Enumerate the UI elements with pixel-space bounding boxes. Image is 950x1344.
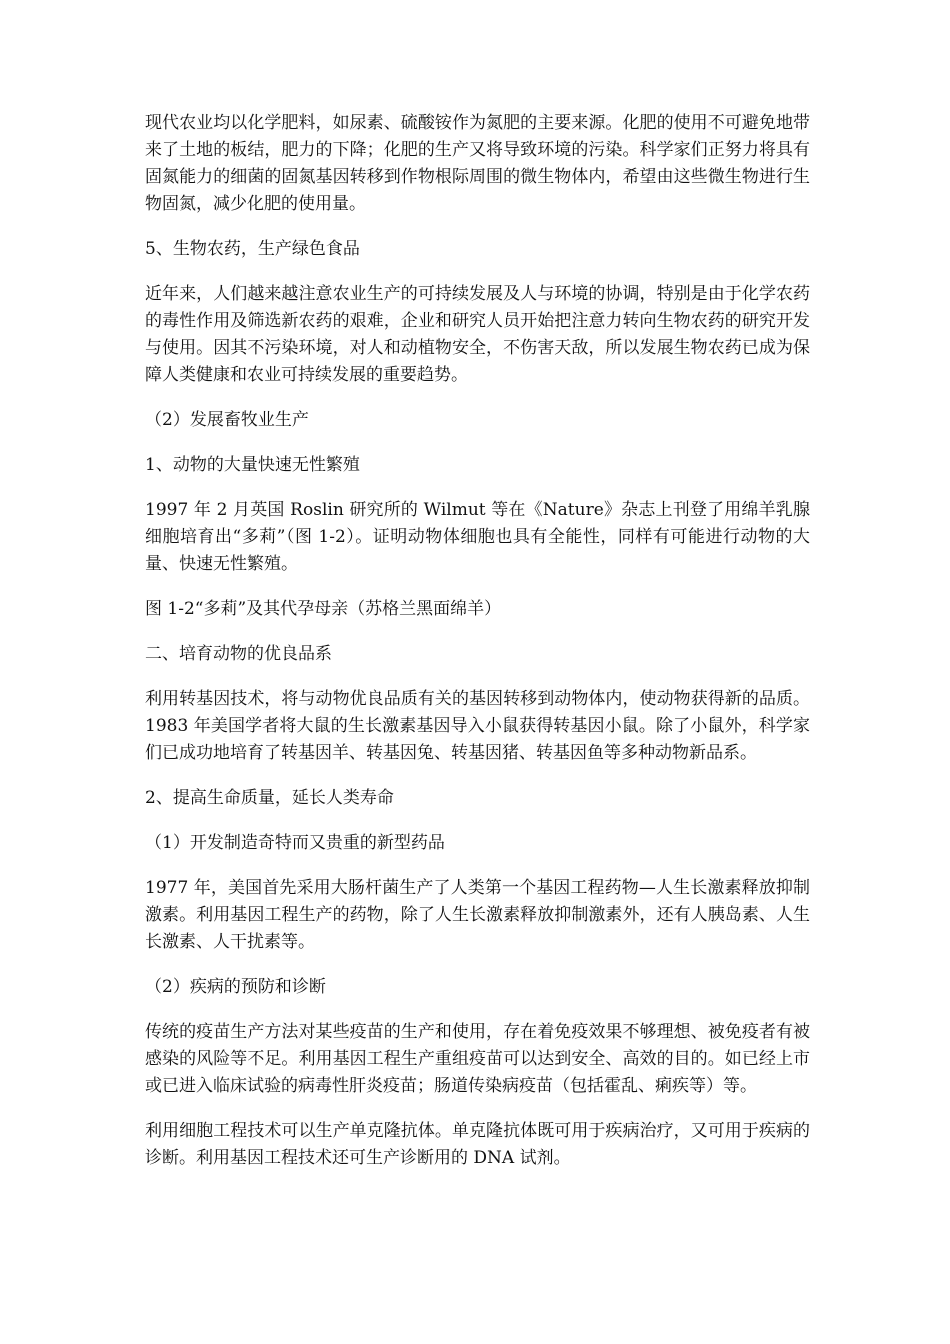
figure-caption: 图 1-2“多莉”及其代孕母亲（苏格兰黑面绵羊）: [145, 599, 502, 619]
heading-disease: （2）疾病的预防和诊断: [145, 977, 326, 997]
heading-breeds: 二、培育动物的优良品系: [145, 644, 332, 664]
heading-biopesticide: 5、生物农药，生产绿色食品: [145, 239, 360, 259]
paragraph-dolly: 1997 年 2 月英国 Roslin 研究所的 Wilmut 等在《Nature》杂志上刊登了用绵羊乳腺细胞培育出“多莉”（图 1-2）。证明动物体细胞也具有全能性，同样有可能进行动物的大量、快速无性繁殖。: [145, 500, 810, 574]
paragraph-drugs: 1977 年，美国首先采用大肠杆菌生产了人类第一个基因工程药物—人生长激素释放抑制激素。利用基因工程生产的药物，除了人生长激素释放抑制激素外，还有人胰岛素、人生长激素、人干扰素等。: [145, 878, 810, 952]
paragraph-vaccines: 传统的疫苗生产方法对某些疫苗的生产和使用，存在着免疫效果不够理想、被免疫者有被感染的风险等不足。利用基因工程生产重组疫苗可以达到安全、高效的目的。如已经上市或已进入临床试验的病毒性肝炎疫苗；肠道传染病疫苗（包括霍乱、痢疾等）等。: [145, 1022, 810, 1096]
paragraph-biopesticide: 近年来，人们越来越注意农业生产的可持续发展及人与环境的协调，特别是由于化学农药的毒性作用及筛选新农药的艰难，企业和研究人员开始把注意力转向生物农药的研究开发与使用。因其不污染环境，对人和动植物安全，不伤害天敌，所以发展生物农药已成为保障人类健康和农业可持续发展的重要趋势。: [145, 284, 810, 385]
heading-drugs: （1）开发制造奇特而又贵重的新型药品: [145, 833, 445, 853]
paragraph-transgenic: 利用转基因技术，将与动物优良品质有关的基因转移到动物体内，使动物获得新的品质。1983 年美国学者将大鼠的生长激素基因导入小鼠获得转基因小鼠。除了小鼠外，科学家们已成功地培育了转基因羊、转基因兔、转基因猪、转基因鱼等多种动物新品系。: [145, 689, 810, 763]
paragraph-antibodies: 利用细胞工程技术可以生产单克隆抗体。单克隆抗体既可用于疾病治疗，又可用于疾病的诊断。利用基因工程技术还可生产诊断用的 DNA 试剂。: [145, 1121, 810, 1168]
heading-cloning: 1、动物的大量快速无性繁殖: [145, 455, 360, 475]
paragraph-nitrogen-fixation: 现代农业均以化学肥料，如尿素、硫酸铵作为氮肥的主要来源。化肥的使用不可避免地带来了土地的板结，肥力的下降；化肥的生产又将导致环境的污染。科学家们正努力将具有固氮能力的细菌的固氮基因转移到作物根际周围的微生物体内，希望由这些微生物进行生物固氮，减少化肥的使用量。: [145, 113, 810, 214]
heading-livestock: （2）发展畜牧业生产: [145, 410, 309, 430]
heading-life-quality: 2、提高生命质量，延长人类寿命: [145, 788, 394, 808]
document-body: [145, 110, 810, 1190]
